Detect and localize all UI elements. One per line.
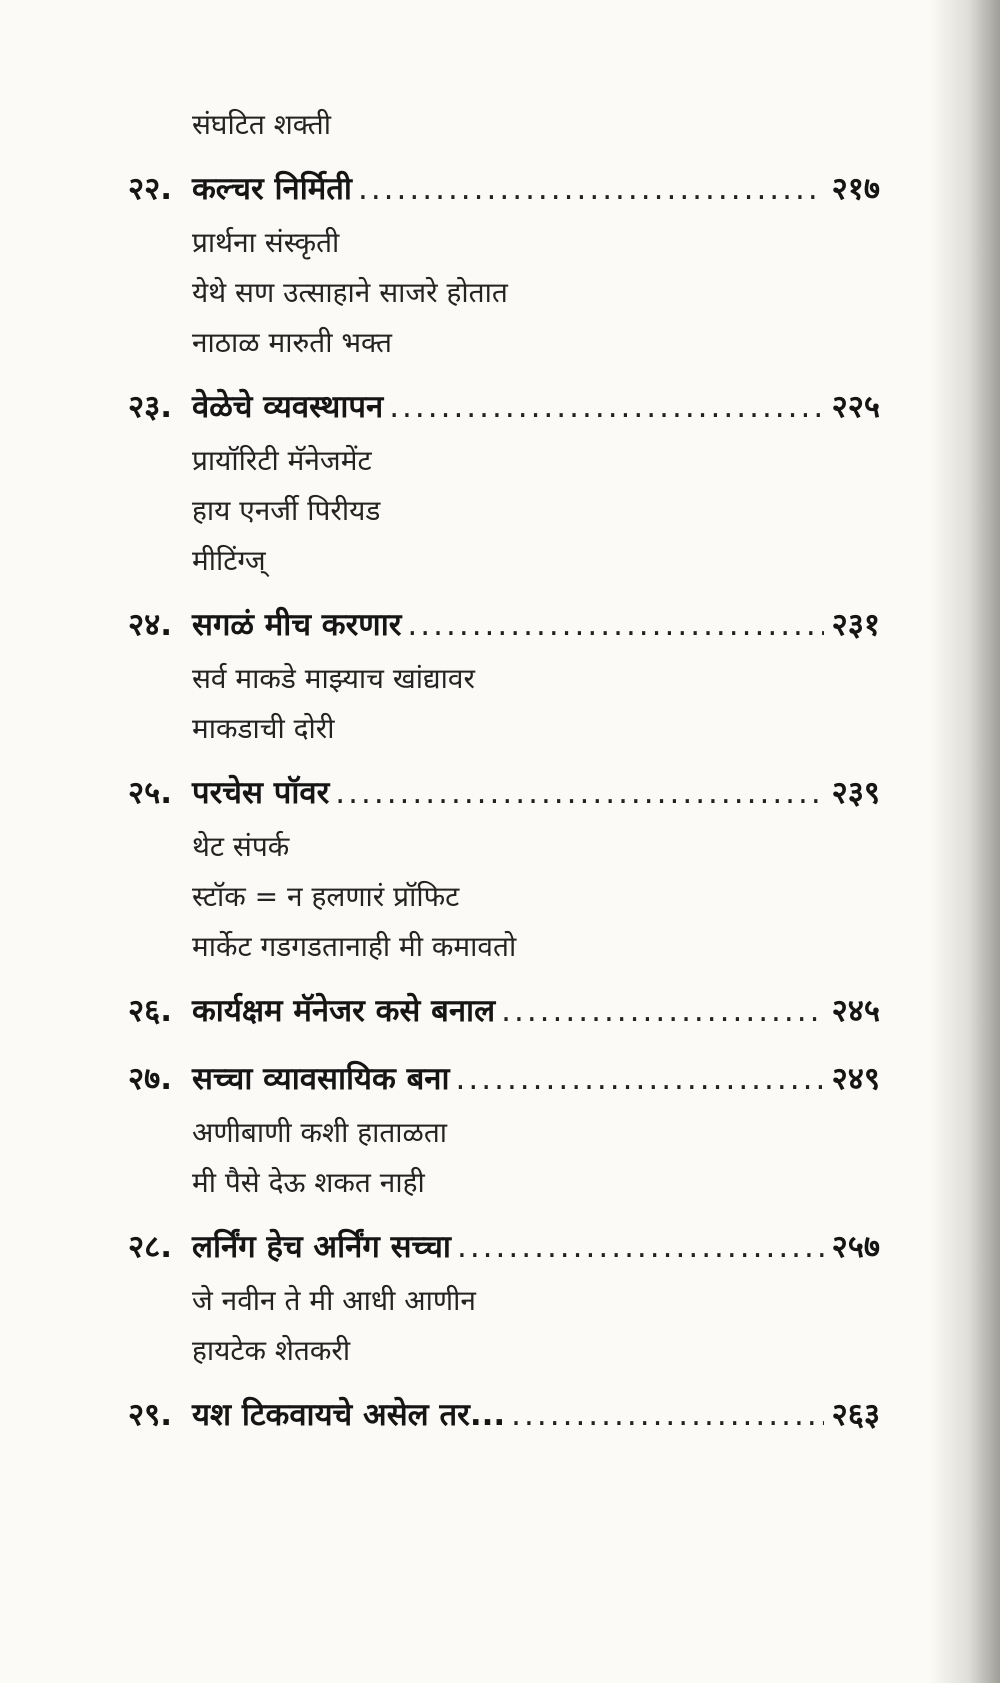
chapter-entry[interactable] bbox=[128, 1386, 880, 1444]
subtopic: अणीबाणी कशी हाताळता bbox=[192, 1116, 448, 1149]
subtopic: हायटेक शेतकरी bbox=[192, 1334, 351, 1367]
dot-leader bbox=[456, 1050, 824, 1108]
chapter-number: २३. bbox=[128, 389, 173, 425]
chapter-entry[interactable] bbox=[128, 1218, 880, 1276]
table-of-contents bbox=[128, 100, 880, 1444]
chapter-number: २४. bbox=[128, 607, 173, 643]
chapter-title: सगळं मीच करणार bbox=[192, 607, 402, 643]
chapter-title: कल्चर निर्मिती bbox=[192, 171, 352, 207]
subtopic: मीटिंग्ज् bbox=[192, 544, 266, 577]
chapter-title: कार्यक्षम मॅनेजर कसे बनाल bbox=[192, 993, 496, 1029]
chapter-gap bbox=[128, 150, 880, 160]
chapter-page-number: २२५ bbox=[831, 389, 880, 425]
chapter-gap bbox=[128, 586, 880, 596]
chapter-title: लर्निंग हेच अर्निंग सच्चा bbox=[192, 1229, 451, 1265]
chapter-number: २७. bbox=[128, 1061, 173, 1097]
chapter-gap bbox=[128, 1040, 880, 1050]
chapter-page-number: २५७ bbox=[831, 1229, 880, 1265]
subtopic: प्रार्थना संस्कृती bbox=[192, 226, 340, 259]
subtopic: हाय एनर्जी पिरीयड bbox=[192, 494, 381, 527]
chapter-gap bbox=[128, 368, 880, 378]
subtopic: येथे सण उत्साहाने साजरे होतात bbox=[192, 276, 508, 309]
chapter-entry[interactable] bbox=[128, 1050, 880, 1108]
chapter-gap bbox=[128, 1208, 880, 1218]
dot-leader bbox=[501, 982, 824, 1040]
dot-leader bbox=[358, 160, 824, 218]
dot-leader bbox=[389, 378, 823, 436]
subtopic: नाठाळ मारुती भक्त bbox=[192, 326, 392, 359]
chapter-page-number: २३१ bbox=[831, 607, 880, 643]
chapter-page-number: २४९ bbox=[831, 1061, 880, 1097]
chapter-number: २५. bbox=[128, 775, 173, 811]
subtopic: मी पैसे देऊ शकत नाही bbox=[192, 1166, 425, 1199]
subtopic: माकडाची दोरी bbox=[192, 712, 335, 745]
chapter-title: सच्चा व्यावसायिक बना bbox=[192, 1061, 450, 1097]
chapter-gap bbox=[128, 972, 880, 982]
chapter-gap bbox=[128, 1376, 880, 1386]
dot-leader bbox=[511, 1386, 823, 1444]
chapter-number: २९. bbox=[128, 1397, 173, 1433]
subtopic: संघटित शक्ती bbox=[192, 108, 331, 141]
chapter-page-number: २१७ bbox=[831, 171, 880, 207]
chapter-gap bbox=[128, 754, 880, 764]
chapter-entry[interactable] bbox=[128, 378, 880, 436]
dot-leader bbox=[457, 1218, 824, 1276]
spine-shadow bbox=[930, 0, 1000, 1683]
chapter-number: २६. bbox=[128, 993, 173, 1029]
chapter-page-number: २६३ bbox=[831, 1397, 880, 1433]
subtopic: स्टॉक = न हलणारं प्रॉफिट bbox=[192, 880, 460, 913]
dot-leader bbox=[407, 596, 823, 654]
chapter-page-number: २३९ bbox=[831, 775, 880, 811]
subtopic: मार्केट गडगडतानाही मी कमावतो bbox=[192, 930, 517, 963]
chapter-title: यश टिकवायचे असेल तर... bbox=[192, 1397, 506, 1433]
subtopic: थेट संपर्क bbox=[192, 830, 290, 863]
subtopic: जे नवीन ते मी आधी आणीन bbox=[192, 1284, 476, 1317]
chapter-entry[interactable] bbox=[128, 160, 880, 218]
dot-leader bbox=[335, 764, 823, 822]
chapter-entry[interactable] bbox=[128, 764, 880, 822]
chapter-entry[interactable] bbox=[128, 596, 880, 654]
subtopic: प्रायॉरिटी मॅनेजमेंट bbox=[192, 444, 372, 477]
chapter-number: २२. bbox=[128, 171, 173, 207]
chapter-title: परचेस पॉवर bbox=[192, 775, 330, 811]
chapter-entry[interactable] bbox=[128, 982, 880, 1040]
chapter-page-number: २४५ bbox=[831, 993, 880, 1029]
subtopic: सर्व माकडे माझ्याच खांद्यावर bbox=[192, 662, 475, 695]
chapter-title: वेळेचे व्यवस्थापन bbox=[192, 389, 384, 425]
chapter-number: २८. bbox=[128, 1229, 173, 1265]
